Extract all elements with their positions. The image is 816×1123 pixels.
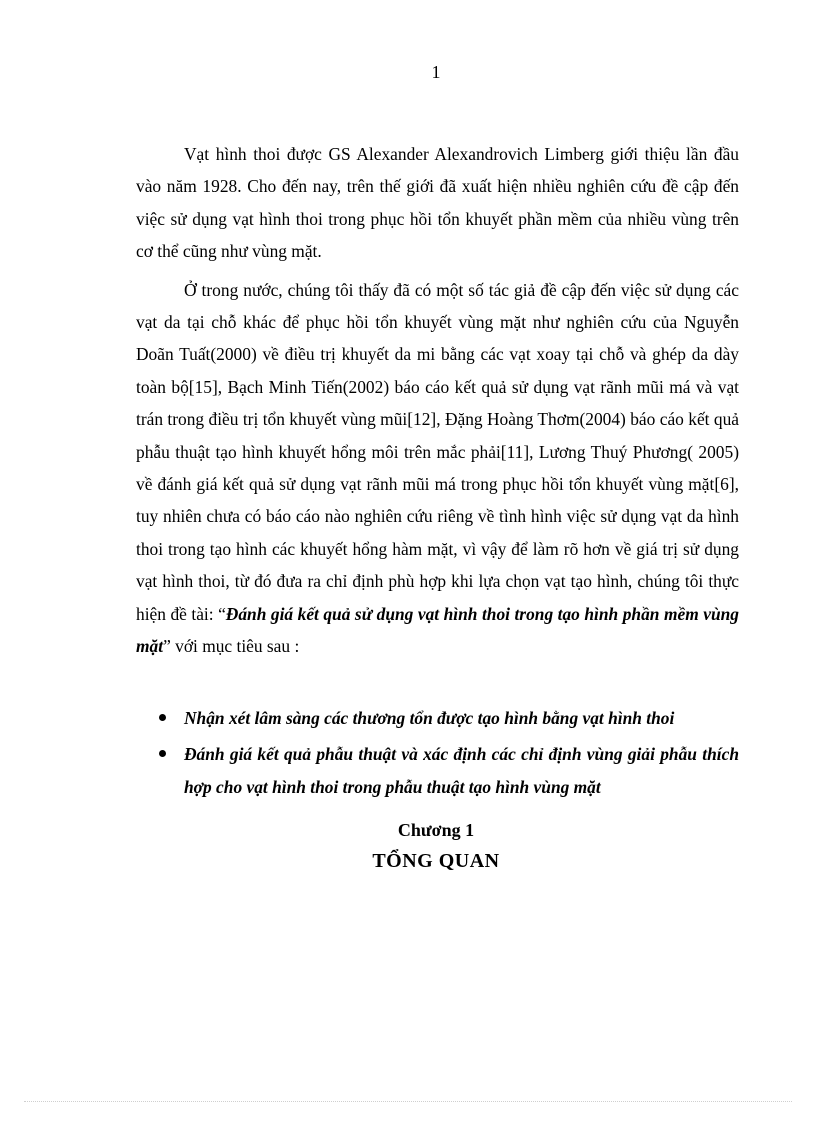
page-number: 1 <box>431 62 441 82</box>
footer-divider <box>24 1101 792 1102</box>
domestic-research-paragraph <box>136 274 739 663</box>
objective-text: Đánh giá kết quả phẫu thuật và xác định các chỉ định vùng giải phẫu thích hợp cho vạt hình thoi trong phẫu thuật tạo hình vùng mặt <box>184 744 739 797</box>
objective-item <box>136 702 739 734</box>
objectives-lead-in: ” với mục tiêu sau : <box>163 636 300 657</box>
chapter-title: TỔNG QUAN <box>372 850 500 872</box>
bullet-icon <box>159 714 166 721</box>
domestic-research-text: Ở trong nước, chúng tôi thấy đã có một số tác giả đề cập đến việc sử dụng các vạt da tại chỗ khác để phục hồi tổn khuyết vùng mặt như nghiên cứu của Nguyễn Doãn Tuất(2000) về điều trị khuyết da mi bằng các vạt xoay tại chỗ và ghép da dày toàn bộ[15], Bạch Minh Tiến(2002) báo cáo kết quả sử dụng vạt rãnh mũi má và vạt trán trong điều trị tổn khuyết vùng mũi[12], Đặng Hoàng Thơm(2004) báo cáo kết quả phẫu thuật tạo hình khuyết hổng môi trên mắc phải[11], Lương Thuý Phương( 2005) về đánh giá kết quả sử dụng vạt rãnh mũi má trong phục hồi tổn khuyết vùng mặt[6], tuy nhiên chưa có báo cáo nào nghiên cứu riêng về tình hình việc sử dụng vạt da hình thoi trong tạo hình các khuyết hổng hàm mặt, vì vậy để làm rõ hơn về giá trị sử dụng vạt hình thoi, từ đó đưa ra chỉ định phù hợp khi lựa chọn vạt tạo hình, chúng tôi thực hiện đề tài: “ <box>136 279 739 624</box>
document-body <box>136 138 739 663</box>
intro-paragraph: Vạt hình thoi được GS Alexander Alexandrovich Limberg giới thiệu lần đầu vào năm 1928. Cho đến nay, trên thế giới đã xuất hiện nhiều nghiên cứu đề cập đến việc sử dụng vạt hình thoi trong phục hồi tổn khuyết phần mềm của nhiều vùng trên cơ thể cũng như vùng mặt. <box>136 144 739 262</box>
objectives-list <box>136 702 739 803</box>
objective-item <box>136 738 739 803</box>
objective-text: Nhận xét lâm sàng các thương tổn được tạo hình bằng vạt hình thoi <box>184 708 675 728</box>
chapter-label: Chương 1 <box>397 820 475 840</box>
bullet-icon <box>159 750 166 757</box>
study-title: Đánh giá kết quả sử dụng vạt hình thoi trong tạo hình phần mềm vùng mặt <box>136 603 739 657</box>
